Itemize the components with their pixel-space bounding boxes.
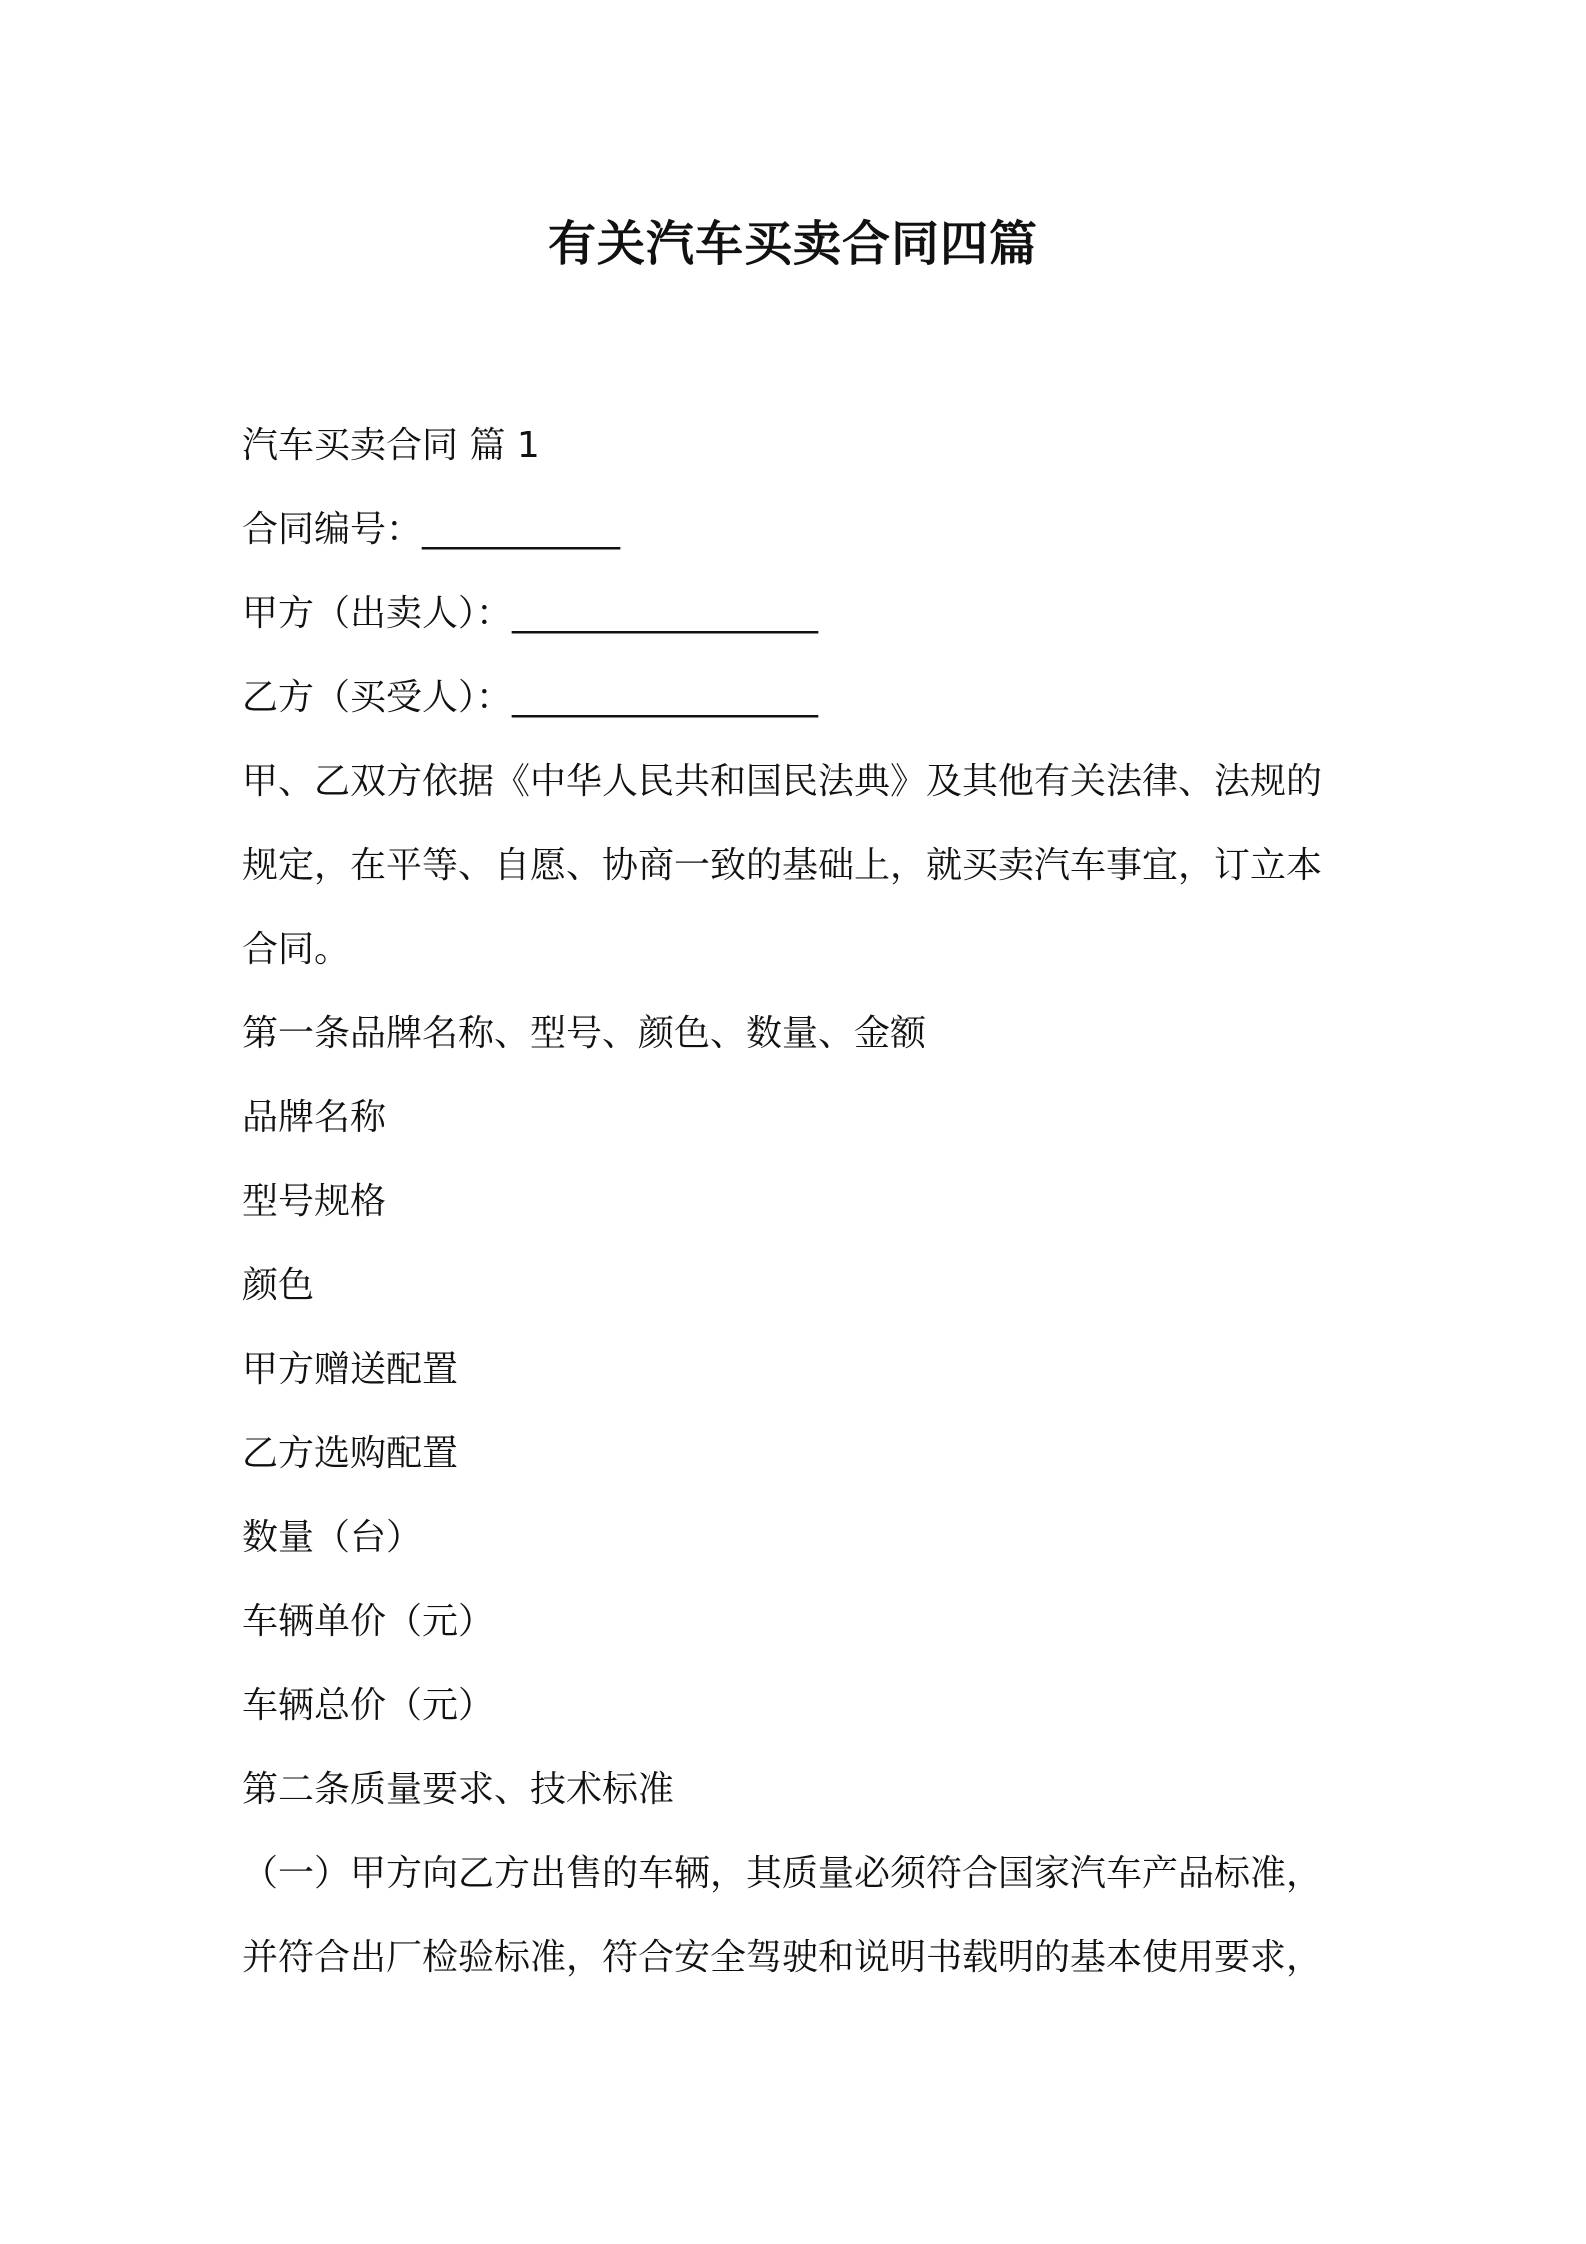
field-model-spec: 型号规格 (242, 1181, 387, 1222)
field-unit-price: 车辆单价（元） (242, 1601, 495, 1642)
preamble-line-1: 甲、乙双方依据《中华人民共和国民法典》及其他有关法律、法规的 (242, 761, 1323, 802)
preamble-line-3: 合同。 (242, 929, 351, 970)
field-party-a-gift-config: 甲方赠送配置 (242, 1349, 459, 1390)
document-title: 有关汽车买卖合同四篇 (547, 216, 1038, 272)
article-2-clause-1-line-1: （一）甲方向乙方出售的车辆，其质量必须符合国家汽车产品标准， (242, 1853, 1323, 1894)
party-b-line: 乙方（买受人）：_________________ (242, 677, 819, 718)
article-2-clause-1-line-2: 并符合出厂检验标准，符合安全驾驶和说明书载明的基本使用要求， (242, 1937, 1323, 1978)
party-a-line: 甲方（出卖人）：_________________ (242, 593, 819, 634)
article-1-heading: 第一条品牌名称、型号、颜色、数量、金额 (242, 1013, 927, 1054)
field-party-b-optional-config: 乙方选购配置 (242, 1433, 459, 1474)
field-brand-name: 品牌名称 (242, 1097, 387, 1138)
field-total-price: 车辆总价（元） (242, 1685, 495, 1726)
preamble-line-2: 规定，在平等、自愿、协商一致的基础上，就买卖汽车事宜，订立本 (242, 845, 1323, 886)
document-body (242, 404, 1362, 2000)
contract-number-line: 合同编号：___________ (242, 509, 621, 550)
section-heading-part-1: 汽车买卖合同 篇 1 (242, 425, 540, 466)
field-color: 颜色 (242, 1265, 315, 1306)
field-quantity: 数量（台） (242, 1517, 423, 1558)
article-2-heading: 第二条质量要求、技术标准 (242, 1769, 675, 1810)
